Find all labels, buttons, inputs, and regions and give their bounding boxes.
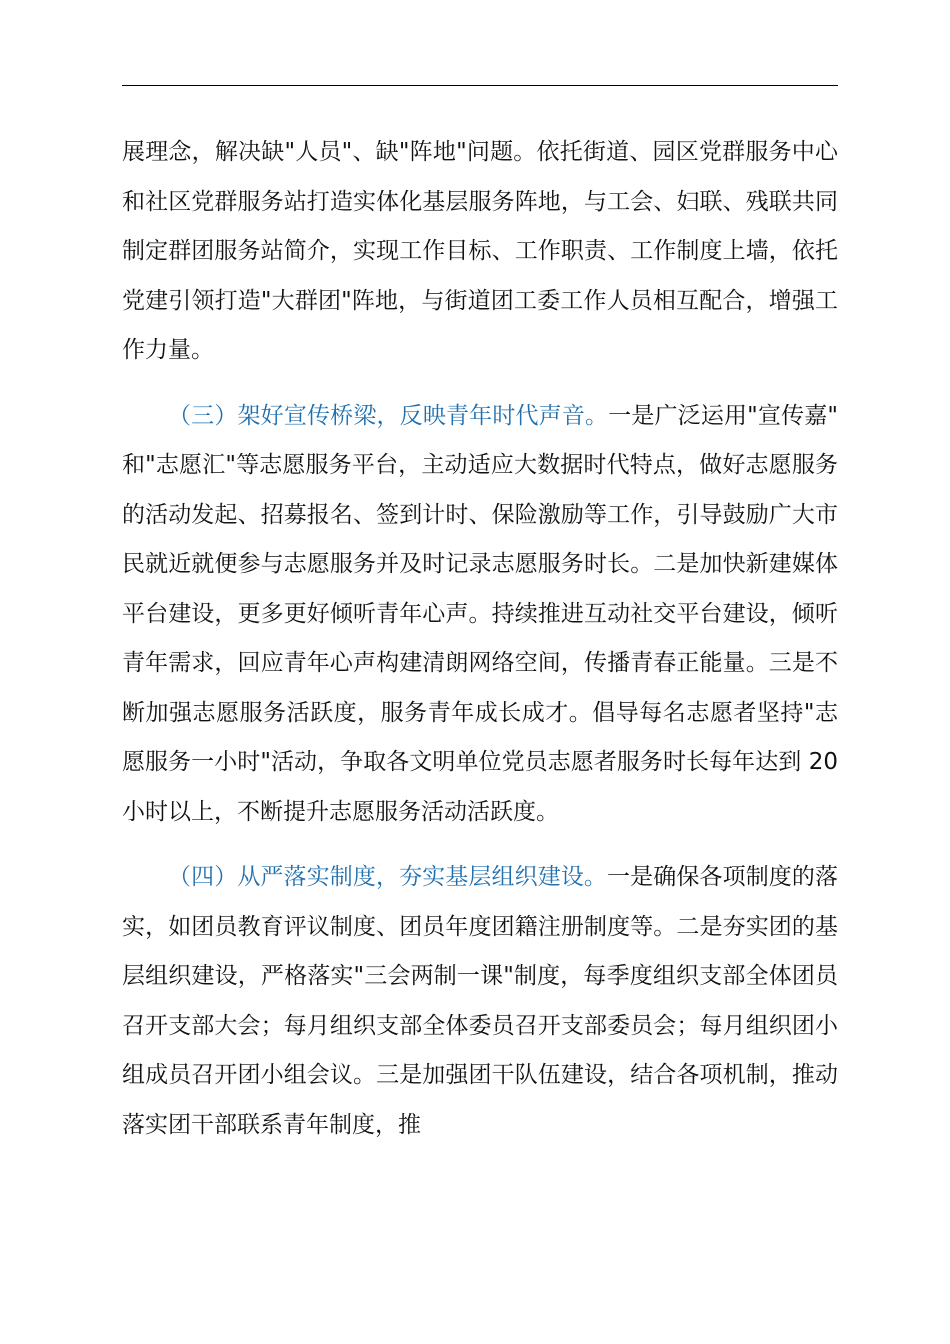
document-body xyxy=(122,128,838,1150)
paragraph-text: 一是广泛运用"宣传嘉"和"志愿汇"等志愿服务平台，主动适应大数据时代特点，做好志愿服务的活动发起、招募报名、签到计时、保险激励等工作，引导鼓励广大市民就近就便参与志愿服务并及时记录志愿服务时长。二是加快新建媒体平台建设，更多更好倾听青年心声。持续推进互动社交平台建设，倾听青年需求，回应青年心声构建清朗网络空间，传播青春正能量。三是不断加强志愿服务活跃度，服务青年成长成才。倡导每名志愿者坚持"志愿服务一小时"活动，争取各文明单位党员志愿者服务时长每年达到 20 小时以上，不断提升志愿服务活动活跃度。 xyxy=(122,402,838,825)
paragraph-text: 展理念，解决缺"人员"、缺"阵地"问题。依托街道、园区党群服务中心和社区党群服务站打造实体化基层服务阵地，与工会、妇联、残联共同制定群团服务站简介，实现工作目标、工作职责、工作制度上墙，依托党建引领打造"大群团"阵地，与街道团工委工作人员相互配合，增强工作力量。 xyxy=(122,139,838,363)
paragraph-section-4 xyxy=(122,853,838,1150)
paragraph-text: 一是确保各项制度的落实，如团员教育评议制度、团员年度团籍注册制度等。二是夯实团的基层组织建设，严格落实"三会两制一课"制度，每季度组织支部全体团员召开支部大会；每月组织支部全体委员召开支部委员会；每月组织团小组成员召开团小组会议。三是加强团干队伍建设，结合各项机制，推动落实团干部联系青年制度，推 xyxy=(122,864,839,1138)
section-heading: （三）架好宣传桥梁，反映青年时代声音。 xyxy=(168,402,609,429)
paragraph-section-3 xyxy=(122,392,838,838)
paragraph-continued xyxy=(122,128,838,376)
section-heading: （四）从严落实制度，夯实基层组织建设。 xyxy=(168,864,608,890)
header-rule xyxy=(122,85,838,86)
